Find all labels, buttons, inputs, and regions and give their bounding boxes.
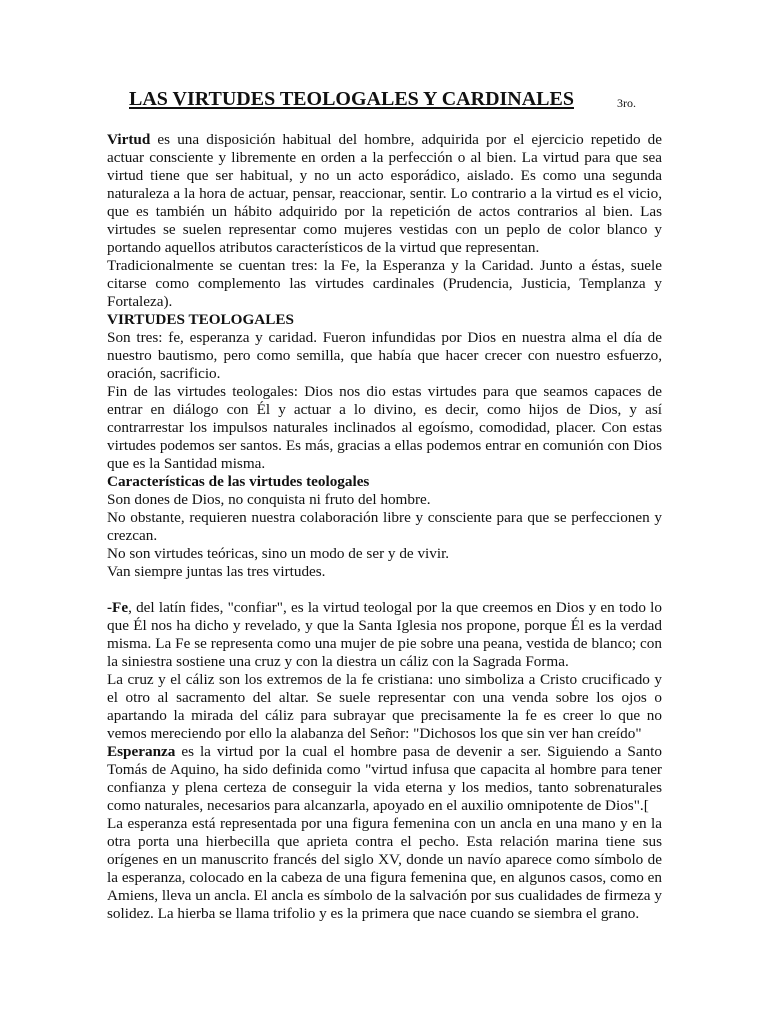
grade-label: 3ro. (617, 96, 636, 110)
term-virtud: Virtud (107, 131, 151, 148)
term-fe: -Fe (107, 599, 129, 616)
document-body (107, 131, 662, 923)
paragraph-esperanza (107, 743, 662, 815)
paragraph-esperanza-representacion: La esperanza está representada por una figura femenina con un ancla en una mano y en la otra porta una hierbecilla que aprieta contra el pecho. Esta relación marina tiene sus orígenes en un manuscrito francés del siglo XV, donde un navío aparece como símbolo de la esperanza, colocado en la cabeza de una figura femenina que, en algunos casos, como en Amiens, lleva un ancla. El ancla es símbolo de la salvación por sus cualidades de firmeza y solidez. La hierba se llama trifolio y es la primera que nace cuando se siembra el grano. (107, 815, 662, 922)
heading-virtudes-teologales: VIRTUDES TEOLOGALES (107, 311, 294, 328)
paragraph-son-tres: Son tres: fe, esperanza y caridad. Fueron infundidas por Dios en nuestra alma el día de nuestro bautismo, pero como semilla, que había que hacer crecer con nuestro esfuerzo, oración, sacrificio. (107, 329, 662, 382)
text-fe: , del latín fides, "confiar", es la virtud teologal por la que creemos en Dios y en todo lo que Él nos ha dicho y revelado, y que la Santa Iglesia nos propone, porque Él es la verdad misma. La Fe se representa como una mujer de pie sobre una peana, vestida de blanco; con la siniestra sostiene una cruz y con la diestra un cáliz con la Sagrada Forma. (107, 599, 662, 670)
list-item-juntas: Van siempre juntas las tres virtudes. (107, 563, 326, 580)
paragraph-spacer (107, 581, 662, 599)
paragraph-tradicion: Tradicionalmente se cuentan tres: la Fe, la Esperanza y la Caridad. Junto a éstas, suele citarse como complemento las virtudes cardinales (Prudencia, Justicia, Templanza y Fortaleza). (107, 257, 662, 310)
document-page (107, 88, 662, 923)
paragraph-fe (107, 599, 662, 671)
term-esperanza: Esperanza (107, 743, 176, 760)
document-title: LAS VIRTUDES TEOLOGALES Y CARDINALES (129, 88, 574, 110)
paragraph-cruz-caliz: La cruz y el cáliz son los extremos de la fe cristiana: uno simboliza a Cristo crucificado y el otro al sacramento del altar. Se suele representar con una venda sobre los ojos o apartando la mirada del cáliz para subrayar que precisamente la fe es creer lo que no vemos mereciendo por ello la alabanza del Señor: "Dichosos los que sin ver han creído" (107, 671, 662, 742)
list-item-teoricas: No son virtudes teóricas, sino un modo de ser y de vivir. (107, 545, 450, 562)
paragraph-fin: Fin de las virtudes teologales: Dios nos dio estas virtudes para que seamos capaces de entrar en diálogo con Él y actuar a lo divino, es decir, como hijos de Dios, y así contrarrestar los impulsos naturales inclinados al egoísmo, comodidad, placer. Con estas virtudes podemos ser santos. Es más, gracias a ellas podemos entrar en comunión con Dios que es la Santidad misma. (107, 383, 662, 472)
text-virtud: es una disposición habitual del hombre, adquirida por el ejercicio repetido de actuar consciente y libremente en orden a la perfección o al bien. La virtud para que sea virtud tiene que ser habitual, y no un acto esporádico, aislado. Es como una segunda naturaleza a la hora de actuar, pensar, reaccionar, sentir. Lo contrario a la virtud es el vicio, que es también un hábito adquirido por la repetición de actos contrarios al bien. Las virtudes se suelen representar como mujeres vestidas con un peplo de color blanco y portando aquellos atributos característicos de la virtud que representan. (107, 131, 662, 256)
title-row (107, 88, 662, 120)
heading-caracteristicas: Características de las virtudes teologales (107, 473, 370, 490)
list-item-dones: Son dones de Dios, no conquista ni fruto del hombre. (107, 491, 431, 508)
text-esperanza: es la virtud por la cual el hombre pasa de devenir a ser. Siguiendo a Santo Tomás de Aquino, ha sido definida como "virtud infusa que capacita al hombre para tener confianza y plena certeza de conseguir la vida eterna y los medios, tanto sobrenaturales como naturales, necesarios para alcanzarla, apoyado en el auxilio omnipotente de Dios".[ (107, 743, 662, 814)
list-item-colaboracion: No obstante, requieren nuestra colaboración libre y consciente para que se perfeccionen y crezcan. (107, 509, 662, 544)
paragraph-virtud (107, 131, 662, 257)
